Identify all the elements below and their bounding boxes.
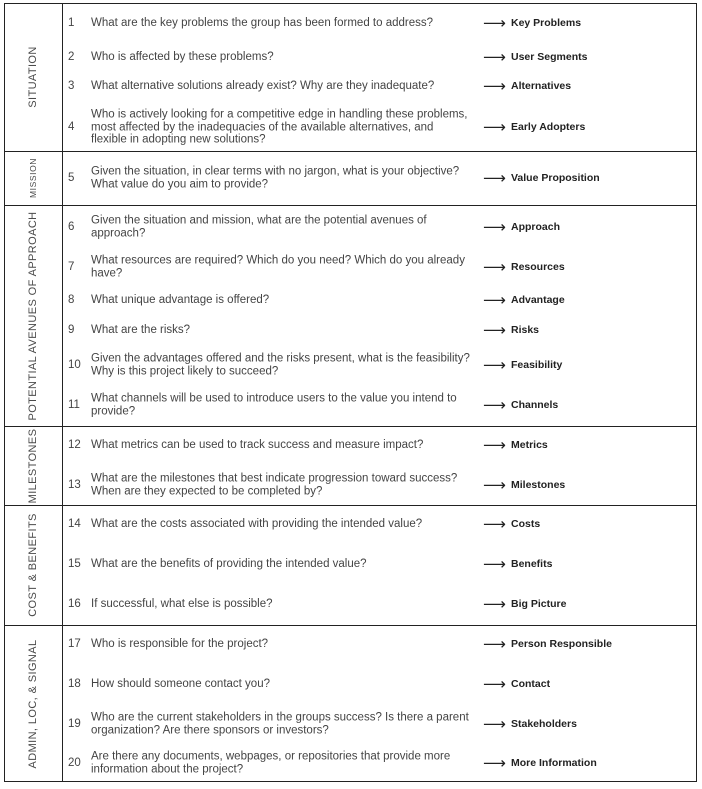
table-row — [62, 504, 697, 544]
table-row — [62, 624, 697, 664]
row-number: 10 — [68, 359, 81, 371]
arrow-right-icon: ⟶ — [483, 556, 506, 574]
arrow-right-icon: ⟶ — [483, 49, 506, 67]
section-label — [4, 505, 62, 625]
table-row — [62, 107, 697, 147]
table-row — [62, 544, 697, 584]
question-text: What metrics can be used to track success and measure impact? — [91, 438, 424, 451]
question-text: Who are the current stakeholders in the groups success? Is there a parent organization? Are there sponsors or investors? — [91, 711, 469, 736]
key-label: Benefits — [511, 558, 553, 570]
row-number: 13 — [68, 479, 81, 491]
question-text: What resources are required? Which do you need? Which do you already have? — [91, 254, 465, 279]
arrow-right-icon: ⟶ — [483, 437, 506, 455]
row-number: 16 — [68, 598, 81, 610]
arrow-right-icon: ⟶ — [483, 516, 506, 534]
question-text: What alternative solutions already exist? Why are they inadequate? — [91, 79, 435, 92]
key-label: Big Picture — [511, 598, 567, 610]
row-number: 1 — [68, 17, 75, 29]
table-row — [62, 664, 697, 704]
key-label: Metrics — [511, 439, 548, 451]
row-number: 11 — [68, 399, 80, 411]
row-number: 8 — [68, 294, 75, 306]
arrow-right-icon: ⟶ — [483, 170, 506, 188]
question-text: What channels will be used to introduce users to the value you intend to provide? — [91, 392, 457, 417]
section-label — [4, 426, 62, 505]
row-number: 3 — [68, 80, 75, 92]
section-label — [4, 151, 62, 205]
table-row — [62, 584, 697, 624]
table-row — [62, 465, 697, 505]
key-label: User Segments — [511, 51, 588, 63]
key-label: Alternatives — [511, 80, 572, 92]
key-label: Value Proposition — [511, 172, 600, 184]
row-number: 6 — [68, 221, 75, 233]
row-number: 18 — [68, 678, 81, 690]
question-text: Are there any documents, webpages, or repositories that provide more information about the project? — [91, 750, 451, 775]
arrow-right-icon: ⟶ — [483, 292, 506, 310]
table-row — [62, 385, 697, 425]
table-row — [62, 743, 697, 783]
row-number: 9 — [68, 324, 75, 336]
key-label: Key Problems — [511, 17, 582, 29]
key-label: Advantage — [511, 294, 565, 306]
arrow-right-icon: ⟶ — [483, 119, 506, 137]
arrow-right-icon: ⟶ — [483, 676, 506, 694]
key-label: More Information — [511, 757, 597, 769]
question-text: How should someone contact you? — [91, 677, 270, 690]
key-label: Risks — [511, 324, 540, 336]
row-number: 2 — [68, 51, 75, 63]
arrow-right-icon: ⟶ — [483, 477, 506, 495]
arrow-right-icon: ⟶ — [483, 15, 506, 33]
section-label — [4, 625, 62, 782]
key-label: Costs — [511, 518, 541, 530]
arrow-right-icon: ⟶ — [483, 636, 506, 654]
question-text: What are the key problems the group has been formed to address? — [91, 16, 434, 29]
question-text: What unique advantage is offered? — [91, 293, 270, 306]
row-number: 17 — [68, 638, 81, 650]
question-text: Given the situation and mission, what are the potential avenues of approach? — [91, 214, 427, 239]
question-text: Who is affected by these problems? — [91, 50, 274, 63]
arrow-right-icon: ⟶ — [483, 755, 506, 773]
key-label: Person Responsible — [511, 638, 612, 650]
key-label: Approach — [511, 221, 561, 233]
section-label-text: MILESTONES — [27, 428, 39, 503]
question-text: Who is actively looking for a competitive edge in handling these problems, most affected by the inadequacies of the available alternatives, and flexible in adopting new solutions? — [91, 108, 468, 146]
key-label: Contact — [511, 678, 551, 690]
arrow-right-icon: ⟶ — [483, 219, 506, 237]
row-number: 20 — [68, 757, 81, 769]
question-text: Who is responsible for the project? — [91, 637, 269, 650]
section-label-text: SITUATION — [27, 46, 39, 108]
row-number: 12 — [68, 439, 81, 451]
table-row — [62, 425, 697, 465]
section-divider — [4, 205, 697, 206]
table-row — [62, 207, 697, 247]
arrow-right-icon: ⟶ — [483, 357, 506, 375]
arrow-right-icon: ⟶ — [483, 78, 506, 96]
table-row — [62, 345, 697, 385]
table-row — [62, 66, 697, 106]
row-number: 7 — [68, 261, 75, 273]
section-divider — [4, 151, 697, 152]
table-row — [62, 158, 697, 198]
row-number: 4 — [68, 121, 75, 133]
key-label: Channels — [511, 399, 559, 411]
question-text: Given the advantages offered and the risks present, what is the feasibility? Why is this project likely to succeed? — [91, 352, 470, 377]
question-text: What are the risks? — [91, 323, 191, 336]
question-text: What are the benefits of providing the intended value? — [91, 557, 367, 570]
table-row — [62, 310, 697, 350]
arrow-right-icon: ⟶ — [483, 716, 506, 734]
row-number: 14 — [68, 518, 81, 530]
row-number: 15 — [68, 558, 81, 570]
section-label-text: MISSION — [28, 157, 38, 199]
table-row — [62, 704, 697, 744]
question-text: If successful, what else is possible? — [91, 597, 273, 610]
section-label-text: COST & BENEFITS — [27, 513, 39, 617]
question-text: What are the costs associated with providing the intended value? — [91, 517, 423, 530]
key-label: Milestones — [511, 479, 566, 491]
row-number: 5 — [68, 172, 75, 184]
key-label: Stakeholders — [511, 718, 577, 730]
question-text: Given the situation, in clear terms with no jargon, what is your objective? What value do you aim to provide? — [91, 165, 460, 190]
key-label: Feasibility — [511, 359, 563, 371]
key-label: Resources — [511, 261, 565, 273]
arrow-right-icon: ⟶ — [483, 596, 506, 614]
question-text: What are the milestones that best indicate progression toward success? When are they expected to be completed by? — [91, 472, 458, 497]
section-label-text: POTENTIAL AVENUES OF APPROACH — [27, 210, 39, 421]
arrow-right-icon: ⟶ — [483, 259, 506, 277]
section-label — [4, 205, 62, 426]
section-label-text: ADMIN, LOC, & SIGNAL — [27, 638, 39, 769]
key-label: Early Adopters — [511, 121, 586, 133]
arrow-right-icon: ⟶ — [483, 397, 506, 415]
arrow-right-icon: ⟶ — [483, 322, 506, 340]
row-number: 19 — [68, 718, 81, 730]
section-label — [4, 3, 62, 151]
